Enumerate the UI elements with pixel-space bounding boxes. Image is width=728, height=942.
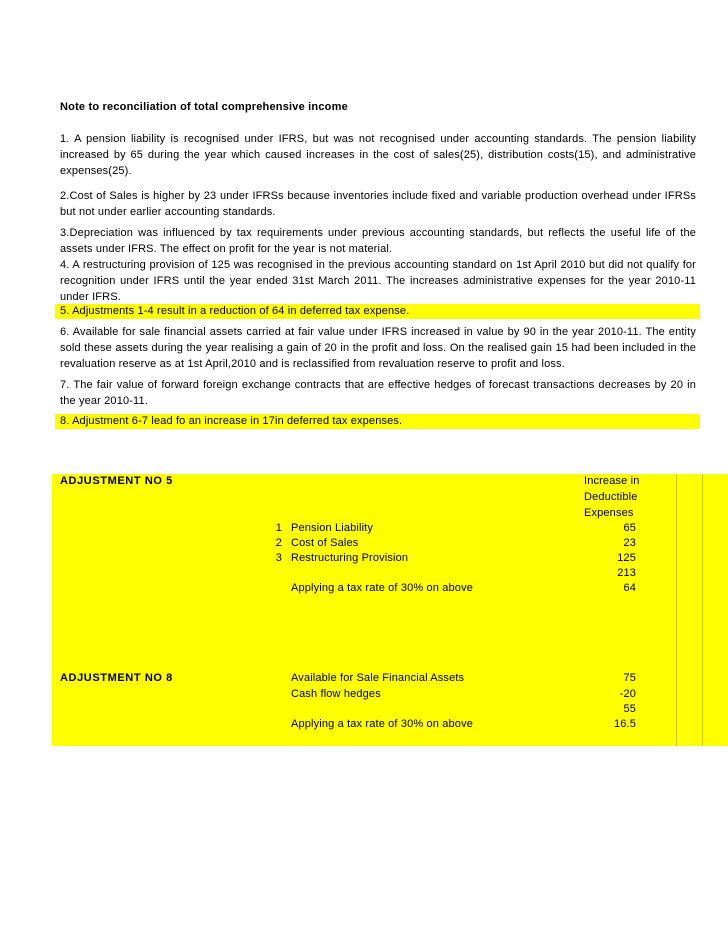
adj5-total-value: 213: [617, 567, 636, 579]
adj5-item-row: [52, 536, 728, 551]
adj8-tax-value: 16.5: [613, 718, 636, 730]
adj5-header-row: [52, 490, 728, 505]
adj5-item-number: 3: [275, 552, 282, 564]
adj5-heading-row: [52, 474, 728, 489]
adj5-header-row: [52, 506, 728, 521]
note-paragraph-6: 6. Available for sale financial assets carried at fair value under IFRS increased in value by 90 in the year 2010-11. The entity sold these assets during the year realising a gain of 20 in the profit and loss. On the realised gain 15 had been included in the revaluation reserve as at 1st April,2010 and is reclassified from revaluation reserve to profit and loss.: [60, 326, 696, 370]
note-paragraph-2: 2.Cost of Sales is higher by 23 under IFRSs because inventories include fixed and variable production overhead under IFRSs but not under earlier accounting standards.: [60, 190, 696, 218]
adj5-heading: ADJUSTMENT NO 5: [60, 475, 173, 487]
note-paragraph-3: 3.Depreciation was influenced by tax requirements under previous accounting standards, but reflects the useful life of the assets under IFRS. The effect on profit for the year is not material.: [60, 227, 696, 255]
adj8-tax-label: Applying a tax rate of 30% on above: [291, 718, 473, 730]
adj8-item-label: Cash flow hedges: [291, 688, 381, 700]
adj5-item-row: [52, 551, 728, 566]
adj5-item-value: 125: [617, 552, 636, 564]
adj5-tax-label: Applying a tax rate of 30% on above: [291, 582, 473, 594]
note-paragraph-7: 7. The fair value of forward foreign exchange contracts that are effective hedges of forecast transactions decreases by 20 in the year 2010-11.: [60, 379, 696, 407]
adj5-item-label: Pension Liability: [291, 522, 374, 534]
adj5-item-number: 2: [275, 537, 282, 549]
adj8-heading-row: [52, 671, 728, 686]
adj5-item-row: [52, 521, 728, 536]
adj5-column-header-line-3: Expenses: [584, 507, 634, 519]
adj5-total-row: [52, 566, 728, 581]
adj8-total-row: [52, 702, 728, 717]
adj8-item-value: -20: [619, 688, 636, 700]
adj8-item-value: 75: [623, 672, 636, 684]
adj5-column-header-line-2: Deductible: [584, 491, 638, 503]
adj8-heading: ADJUSTMENT NO 8: [60, 672, 173, 684]
adj5-tax-row: [52, 581, 728, 596]
note-paragraph-5: 5. Adjustments 1-4 result in a reduction of 64 in deferred tax expense.: [55, 304, 700, 319]
note-title: Note to reconciliation of total comprehensive income: [60, 101, 348, 113]
adj5-tax-value: 64: [623, 582, 636, 594]
adj5-item-label: Restructuring Provision: [291, 552, 409, 564]
adj8-total-value: 55: [623, 703, 636, 715]
note-paragraph-8: 8. Adjustment 6-7 lead fo an increase in 17in deferred tax expenses.: [55, 414, 700, 429]
adj5-item-value: 23: [623, 537, 636, 549]
adj8-item-row: [52, 687, 728, 702]
adjustments-block: [52, 474, 728, 746]
adj5-item-label: Cost of Sales: [291, 537, 359, 549]
adj5-item-number: 1: [275, 522, 282, 534]
adj8-item-label: Available for Sale Financial Assets: [291, 672, 465, 684]
adj8-tax-row: [52, 717, 728, 732]
adj5-item-value: 65: [623, 522, 636, 534]
note-paragraph-4: 4. A restructuring provision of 125 was recognised in the previous accounting standard on 1st April 2010 but did not qualify for recognition under IFRS until the year ended 31st March 2011. The increases administrative expenses for the year 2010-11 under IFRS.: [60, 259, 696, 303]
note-paragraph-1: 1. A pension liability is recognised under IFRS, but was not recognised under accounting standards. The pension liability increased by 65 during the year which caused increases in the cost of sales(25), distribution costs(15), and administrative expenses(25).: [60, 133, 696, 177]
adj5-column-header-line-1: Increase in: [584, 475, 640, 487]
